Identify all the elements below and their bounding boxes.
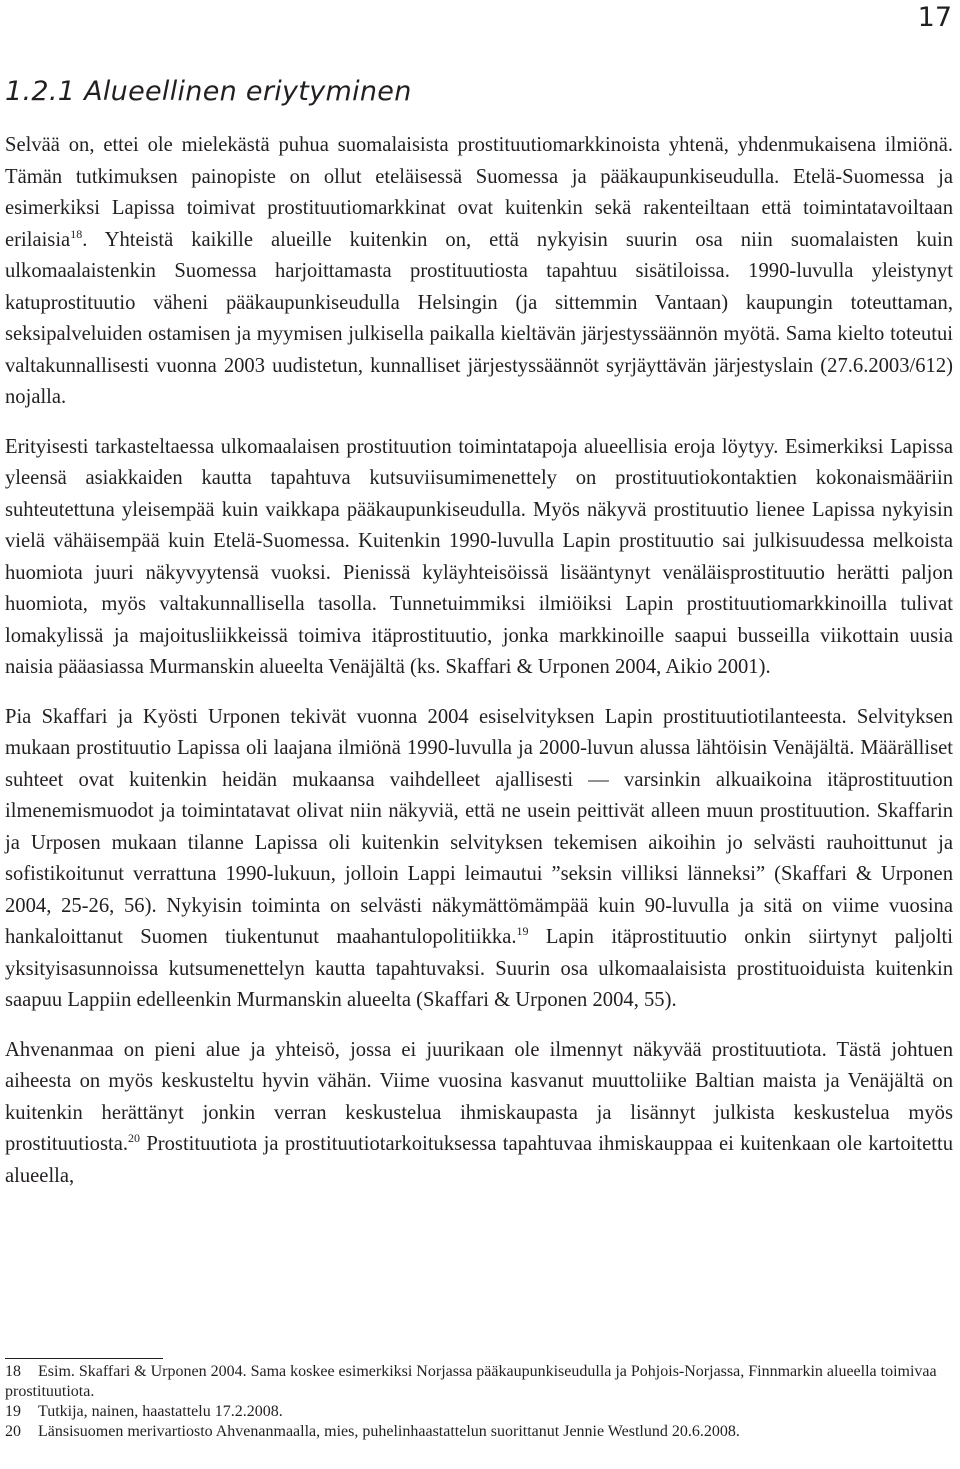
footnote-ref[interactable]: 19 — [516, 924, 529, 939]
footnote-text: Länsisuomen merivartiosto Ahvenanmaalla, mies, puhelinhaastattelun suorittanut Jennie Westlund 20.6.2008. — [38, 1423, 740, 1440]
section-heading: 1.2.1 Alueellinen eriytyminen — [5, 76, 412, 107]
paragraph-text: Erityisesti tarkasteltaessa ulkomaalaisen prostituution toimintatapoja alueellisia eroja löytyy. Esimerkiksi Lapissa yleensä asiakkaiden kautta tapahtuva kutsuviisumimenettely on prostituutiokontaktien kokonaismääriin suhteutettuna yleisempää kuin vaikkapa pääkaupunkiseudulla. Myös näkyvä prostituutio lienee Lapissa nykyisin vielä vähäisempää kuin Etelä-Suomessa. Kuitenkin 1990-luvulla Lapin prostituutio sai julkisuudessa melkoista huomiota juuri näkyvyytensä vuoksi. Pienissä kyläyhteisöissä lisääntynyt venäläisprostituutio herätti paljon huomiota, myös valtakunnallisella tasolla. Tunnetuimmiksi ilmiöiksi Lapin prostituutiomarkkinoilla tulivat lomakylissä ja majoitusliikkeissä toimiva itäprostituutio, jonka markkinoille saapui busseilla viikottain uusia naisia pääasiassa Murmanskin alueelta Venäjältä (ks. Skaffari & Urponen 2004, Aikio 2001). — [5, 435, 953, 678]
paragraph-text: Lapin itäprostituutio onkin siirtynyt paljolti yksityisasunnoissa kutsumenettelyn kautta tapahtuvaksi. Suurin osa ulkomaalaisista prostituoiduista kuitenkin saapuu Lappiin edelleenkin Murmanskin alueelta (Skaffari & Urponen 2004, 55). — [5, 926, 953, 1011]
footnote-number: 19 — [5, 1403, 21, 1420]
footnote-number: 20 — [5, 1423, 21, 1440]
footnote-text: Tutkija, nainen, haastattelu 17.2.2008. — [38, 1403, 283, 1420]
footnote — [5, 1402, 953, 1422]
paragraph-text: Prostituutiota ja prostituutiotarkoituksessa tapahtuvaa ihmiskauppaa ei kuitenkaan ole kartoitettu alueella, — [5, 1133, 953, 1187]
body-text — [5, 130, 953, 1210]
paragraph — [5, 1035, 953, 1193]
footnote-text: Esim. Skaffari & Urponen 2004. Sama koskee esimerkiksi Norjassa pääkaupunkiseudulla ja Pohjois-Norjassa, Finnmarkin alueella toimivaa prostituutiota. — [5, 1363, 937, 1400]
page-number: 17 — [917, 2, 952, 33]
footnote-ref[interactable]: 18 — [70, 226, 83, 241]
paragraph — [5, 130, 953, 414]
paragraph-text: Pia Skaffari ja Kyösti Urponen tekivät vuonna 2004 esiselvityksen Lapin prostituutiotilanteesta. Selvityksen mukaan prostituutio Lapissa oli laajana ilmiönä 1990-luvulla ja 2000-luvun alussa lähtöisin Venäjältä. Määrälliset suhteet ovat kuitenkin heidän mukaansa vaihdelleet ajallisesti — varsinkin alkuaikoina itäprostituution ilmenemismuodot ja toimintatavat olivat niin näkyviä, että ne usein peittivät alleen muun prostituution. Skaffarin ja Urposen mukaan tilanne Lapissa oli kuitenkin selvityksen tekemisen aikoihin jo selvästi rauhoittunut ja sofistikoitunut verrattuna 1990-lukuun, jolloin Lappi leimautui ”seksin villiksi länneksi” (Skaffari & Urponen 2004, 25-26, 56). Nykyisin toiminta on selvästi näkymättömämpää kuin 90-luvulla ja sitä on viime vuosina hankaloittanut Suomen tiukentunut maahantulopolitiikka. — [5, 705, 953, 948]
footnote — [5, 1362, 953, 1402]
paragraph-text: Ahvenanmaa on pieni alue ja yhteisö, jossa ei juurikaan ole ilmennyt näkyvää prostituutiota. Tästä johtuen aiheesta on myös keskusteltu hyvin vähän. Viime vuosina kasvanut muuttoliike Baltian maista ja Venäjältä on kuitenkin herättänyt jonkin verran keskustelua ihmiskaupasta ja lisännyt julkista keskustelua myös prostituutiosta. — [5, 1038, 953, 1155]
paragraph-text: . Yhteistä kaikille alueille kuitenkin on, että nykyisin suurin osa niin suomalaisten kuin ulkomaalaistenkin Suomessa harjoittamasta prostituutiosta tapahtuu sisätiloissa. 1990-luvulla yleistynyt katuprostituutio väheni pääkaupunkiseudulla Helsingin (ja sittemmin Vantaan) kaupungin toteuttaman, seksipalveluiden ostamisen ja myymisen julkisella paikalla kieltävän järjestyssäännön myötä. Sama kielto toteutui valtakunnallisesti vuonna 2003 uudistetun, kunnalliset järjestyssäännöt syrjäyttävän järjestyslain (27.6.2003/612) nojalla. — [5, 228, 953, 408]
paragraph — [5, 432, 953, 684]
paragraph — [5, 702, 953, 1017]
footnote — [5, 1422, 953, 1442]
paragraph-text: Selvää on, ettei ole mielekästä puhua suomalaisista prostituutiomarkkinoista yhtenä, yhdenmukaisena ilmiönä. Tämän tutkimuksen painopiste on ollut eteläisessä Suomessa ja pääkaupunkiseudulla. Etelä-Suomessa ja esimerkiksi Lapissa toimivat prostituutiomarkkinat ovat kuitenkin sekä rakenteiltaan että toimintatavoiltaan erilaisia — [5, 134, 953, 251]
footnotes — [5, 1362, 953, 1442]
footnote-divider — [5, 1358, 163, 1359]
footnote-ref[interactable]: 20 — [128, 1131, 140, 1146]
footnote-number: 18 — [5, 1363, 21, 1380]
